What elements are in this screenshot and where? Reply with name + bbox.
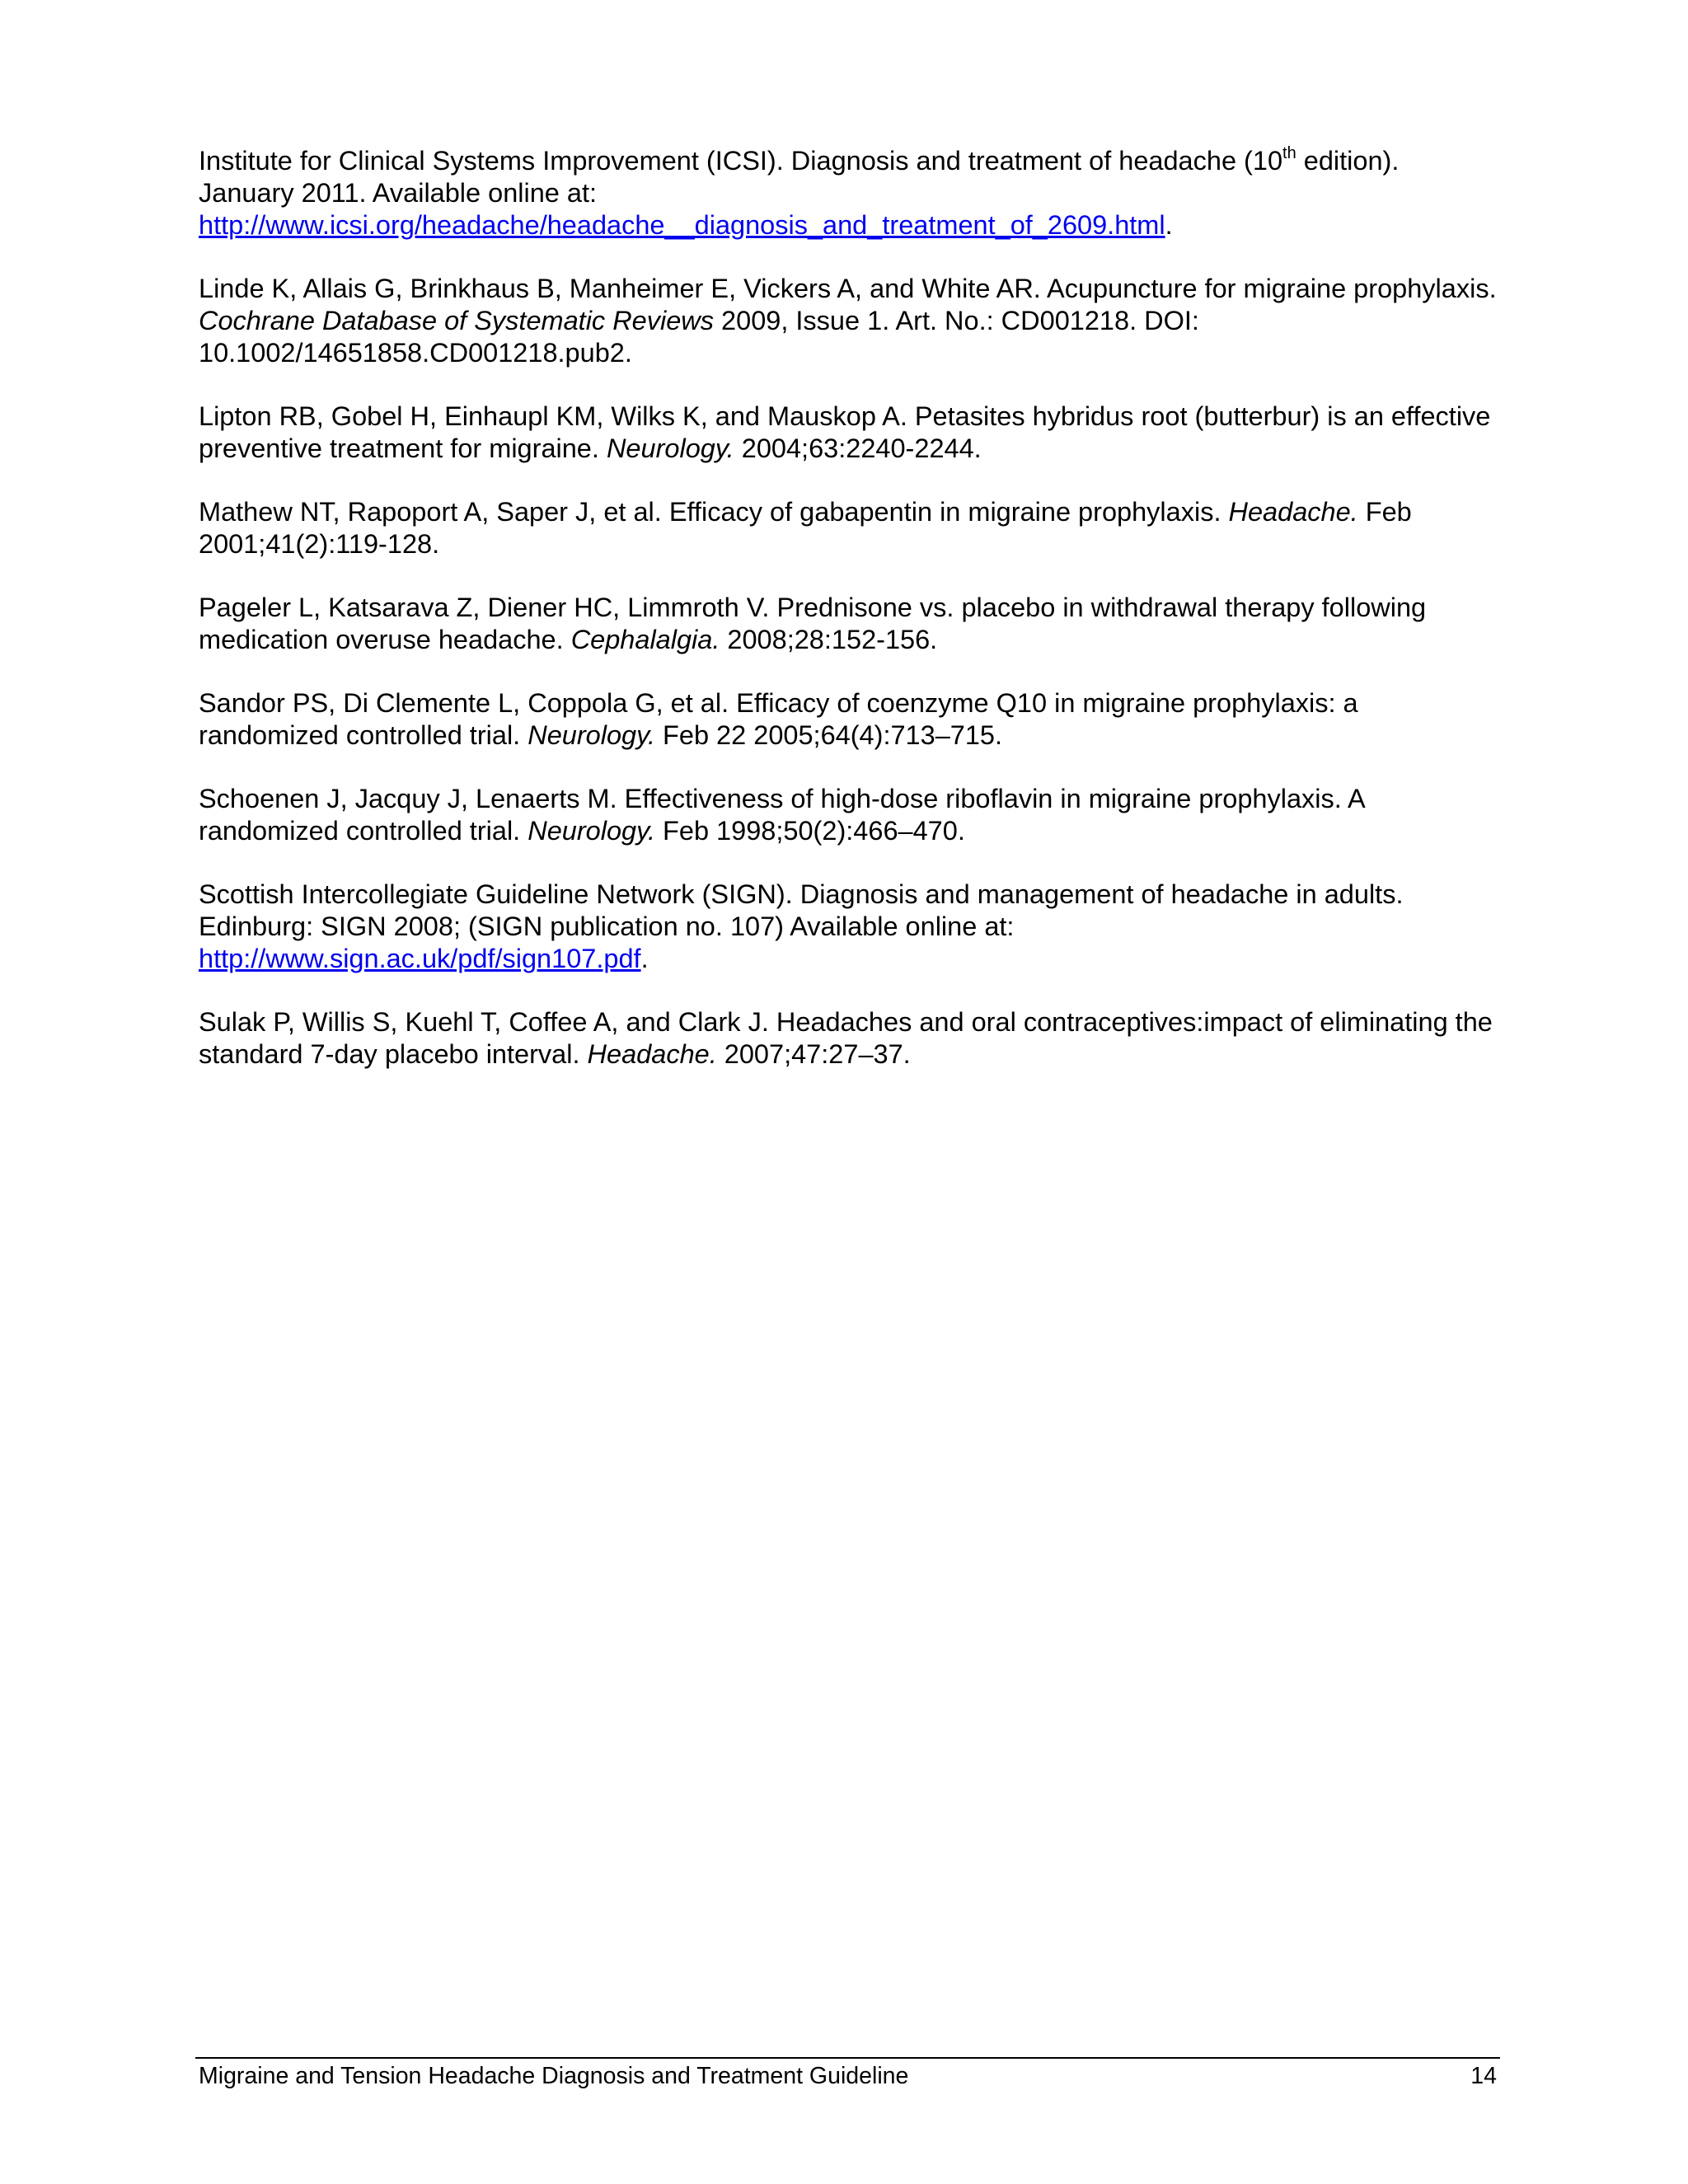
reference-text: 2009, Issue 1. Art. No.: CD001218. DOI: 10.1002/14651858.CD001218.pub2. bbox=[199, 306, 1199, 368]
reference-text: 2004;63:2240-2244. bbox=[734, 434, 982, 463]
reference-text: edition). January 2011. Available online at: bbox=[199, 146, 1400, 208]
journal-title: Neurology. bbox=[606, 434, 734, 463]
reference-text: Schoenen J, Jacquy J, Lenaerts M. Effectiveness of high-dose riboflavin in migraine prophylaxis. A randomized controlled trial. bbox=[199, 784, 1364, 846]
icsi-link[interactable]: http://www.icsi.org/headache/headache__diagnosis_and_treatment_of_2609.html bbox=[199, 210, 1165, 240]
journal-title: Cochrane Database of Systematic Reviews bbox=[199, 306, 715, 335]
reference-text: Scottish Intercollegiate Guideline Network (SIGN). Diagnosis and management of headache in adults. Edinburg: SIGN 2008; (SIGN publication no. 107) Available online at: bbox=[199, 879, 1404, 941]
journal-title: Headache. bbox=[1228, 497, 1358, 527]
reference-text: Feb 2001;41(2):119-128. bbox=[199, 497, 1412, 559]
reference-sign bbox=[199, 879, 1501, 975]
reference-pageler bbox=[199, 592, 1501, 656]
journal-title: Neurology. bbox=[528, 720, 655, 750]
footer-title: Migraine and Tension Headache Diagnosis and Treatment Guideline bbox=[199, 2063, 909, 2089]
journal-title: Headache. bbox=[587, 1039, 717, 1069]
reference-text: Institute for Clinical Systems Improvement (ICSI). Diagnosis and treatment of headache (10 bbox=[199, 146, 1283, 176]
reference-lipton bbox=[199, 401, 1501, 465]
reference-linde bbox=[199, 273, 1501, 369]
reference-text: Sandor PS, Di Clemente L, Coppola G, et al. Efficacy of coenzyme Q10 in migraine prophylaxis: a randomized controlled trial. bbox=[199, 688, 1358, 750]
reference-text: Sulak P, Willis S, Kuehl T, Coffee A, and Clark J. Headaches and oral contraceptives:impact of eliminating the standard 7-day placebo interval. bbox=[199, 1007, 1493, 1069]
reference-list bbox=[199, 145, 1501, 1102]
journal-title: Cephalalgia. bbox=[570, 625, 720, 654]
reference-text: 2008;28:152-156. bbox=[720, 625, 938, 654]
page-footer bbox=[199, 2061, 1497, 2091]
superscript-ordinal: th bbox=[1282, 144, 1296, 163]
reference-sandor bbox=[199, 687, 1501, 752]
reference-mathew bbox=[199, 496, 1501, 560]
reference-sulak bbox=[199, 1006, 1501, 1071]
journal-title: Neurology. bbox=[528, 816, 655, 846]
reference-text: . bbox=[640, 944, 649, 973]
reference-text: Linde K, Allais G, Brinkhaus B, Manheimer E, Vickers A, and White AR. Acupuncture for migraine prophylaxis. bbox=[199, 274, 1497, 303]
reference-text: . bbox=[1165, 210, 1173, 240]
reference-schoenen bbox=[199, 783, 1501, 847]
reference-text: Feb 1998;50(2):466–470. bbox=[655, 816, 965, 846]
reference-text: Pageler L, Katsarava Z, Diener HC, Limmroth V. Prednisone vs. placebo in withdrawal therapy following medication overuse headache. bbox=[199, 593, 1427, 654]
sign-link[interactable]: http://www.sign.ac.uk/pdf/sign107.pdf bbox=[199, 944, 641, 973]
reference-text: Feb 22 2005;64(4):713–715. bbox=[655, 720, 1003, 750]
reference-text: 2007;47:27–37. bbox=[716, 1039, 911, 1069]
page-number: 14 bbox=[1470, 2063, 1497, 2089]
reference-icsi bbox=[199, 145, 1501, 241]
reference-text: Mathew NT, Rapoport A, Saper J, et al. Efficacy of gabapentin in migraine prophylaxis. bbox=[199, 497, 1229, 527]
reference-text: Lipton RB, Gobel H, Einhaupl KM, Wilks K, and Mauskop A. Petasites hybridus root (butterbur) is an effective preventive treatment for migraine. bbox=[199, 401, 1491, 463]
footer-divider bbox=[195, 2057, 1500, 2059]
